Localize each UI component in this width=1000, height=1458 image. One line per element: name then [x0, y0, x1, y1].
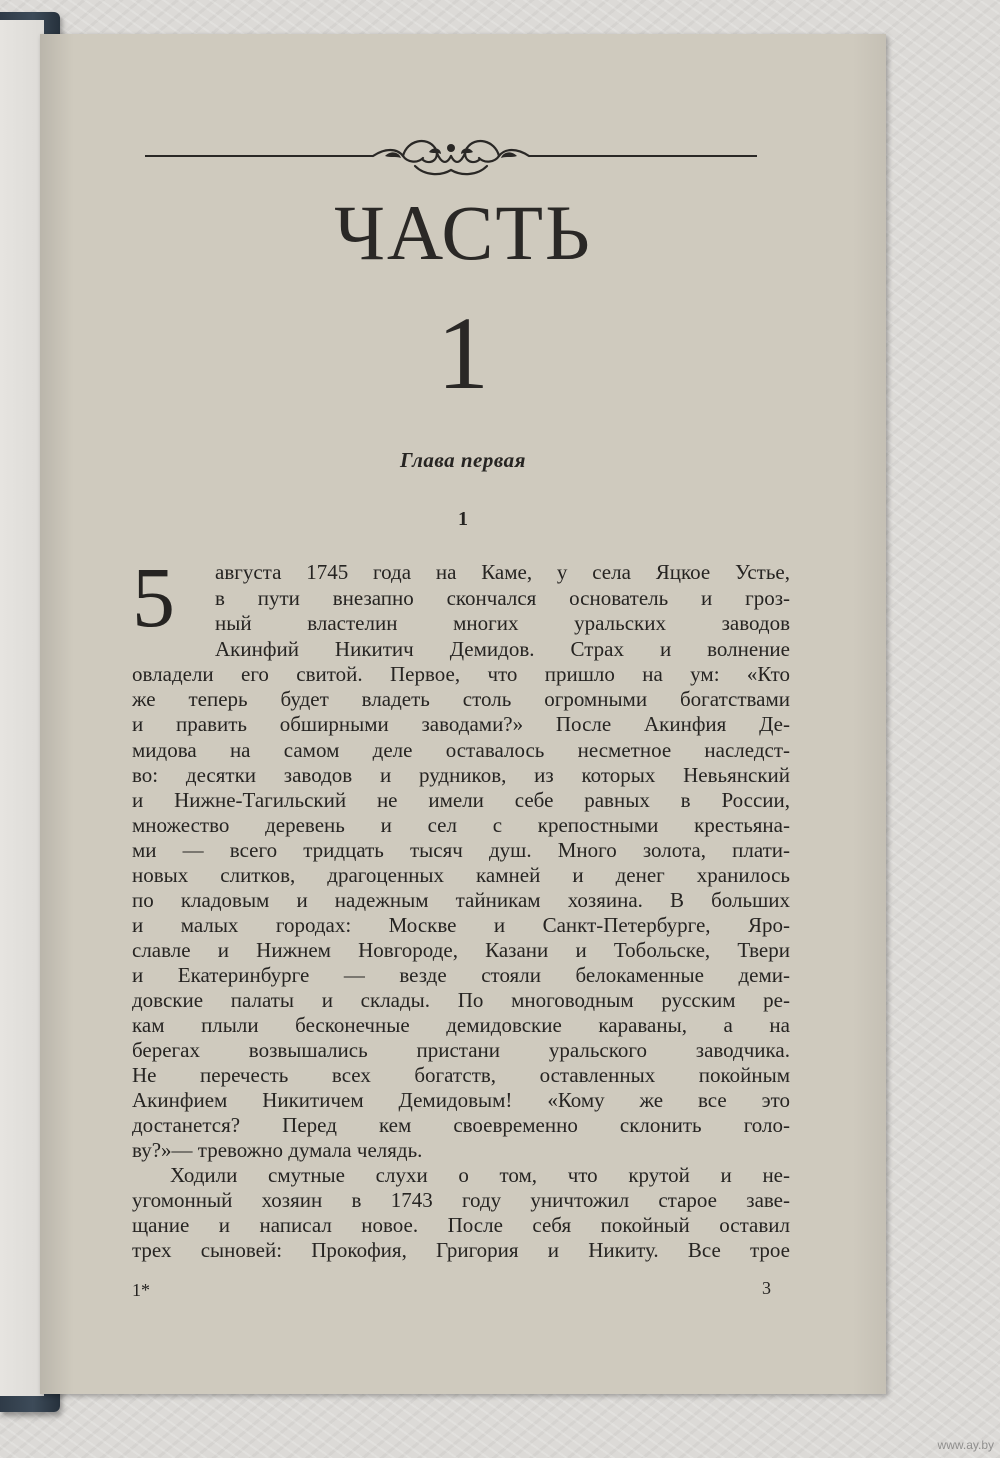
- text-line: и Екатеринбурге — везде стояли белокаменные деми-: [132, 963, 790, 987]
- text-line: по кладовым и надежным тайникам хозяина. В больших: [132, 888, 790, 912]
- text-line: ми — всего тридцать тысяч душ. Много золота, плати-: [132, 838, 790, 862]
- text-line: и малых городах: Москве и Санкт-Петербурге, Яро-: [132, 913, 790, 937]
- text-line: множество деревень и сел с крепостными крестьяна-: [132, 813, 790, 837]
- section-number: 1: [458, 508, 468, 530]
- text-line: достанется? Перед кем своевременно склонить голо-: [132, 1113, 790, 1137]
- text-line: Акинфием Никитичем Демидовым! «Кому же все это: [132, 1088, 790, 1112]
- folio-signature: 1*: [132, 1280, 150, 1300]
- text-line: щание и написал новое. После себя покойный оставил: [132, 1213, 790, 1237]
- text-line: трех сыновей: Прокофия, Григория и Никиту. Все трое: [132, 1238, 790, 1262]
- text-line: во: десятки заводов и рудников, из которых Невьянский: [132, 763, 790, 787]
- page-number: 3: [762, 1278, 771, 1298]
- watermark: www.ay.by: [937, 1438, 994, 1452]
- book-endpaper: [0, 20, 44, 1396]
- text-line: в пути внезапно скончался основатель и гроз-: [215, 586, 790, 610]
- ornament-divider: [145, 126, 757, 186]
- text-line: новых слитков, драгоценных камней и денег хранилось: [132, 863, 790, 887]
- text-line: берегах возвышались пристани уральского заводчика.: [132, 1038, 790, 1062]
- drop-cap: 5: [132, 549, 175, 645]
- text-line: же теперь будет владеть столь огромными богатствами: [132, 687, 790, 711]
- text-line: овладели его свитой. Первое, что пришло на ум: «Кто: [132, 662, 790, 686]
- book-page: [40, 34, 886, 1394]
- text-line: августа 1745 года на Каме, у села Яцкое Устье,: [215, 560, 790, 584]
- text-line: Не перечесть всех богатств, оставленных покойным: [132, 1063, 790, 1087]
- text-line: Ходили смутные слухи о том, что крутой и не-: [170, 1163, 790, 1187]
- text-line: Акинфий Никитич Демидов. Страх и волнение: [215, 637, 790, 661]
- text-line: ву?»— тревожно думала челядь.: [132, 1138, 423, 1162]
- text-line: угомонный хозяин в 1743 году уничтожил старое заве-: [132, 1188, 790, 1212]
- text-line: довские палаты и склады. По многоводным русским ре-: [132, 988, 790, 1012]
- text-line: ный властелин многих уральских заводов: [215, 611, 790, 635]
- text-line: мидова на самом деле оставалось несметное наследст-: [132, 738, 790, 762]
- text-line: и Нижне-Тагильский не имели себе равных в России,: [132, 788, 790, 812]
- text-line: и править обширными заводами?» После Акинфия Де-: [132, 712, 790, 736]
- part-title: ЧАСТЬ: [334, 189, 592, 276]
- text-line: славле и Нижнем Новгороде, Казани и Тобольске, Твери: [132, 938, 790, 962]
- text-line: кам плыли бесконечные демидовские караваны, а на: [132, 1013, 790, 1037]
- chapter-title: Глава первая: [400, 448, 526, 472]
- part-number: 1: [437, 296, 489, 411]
